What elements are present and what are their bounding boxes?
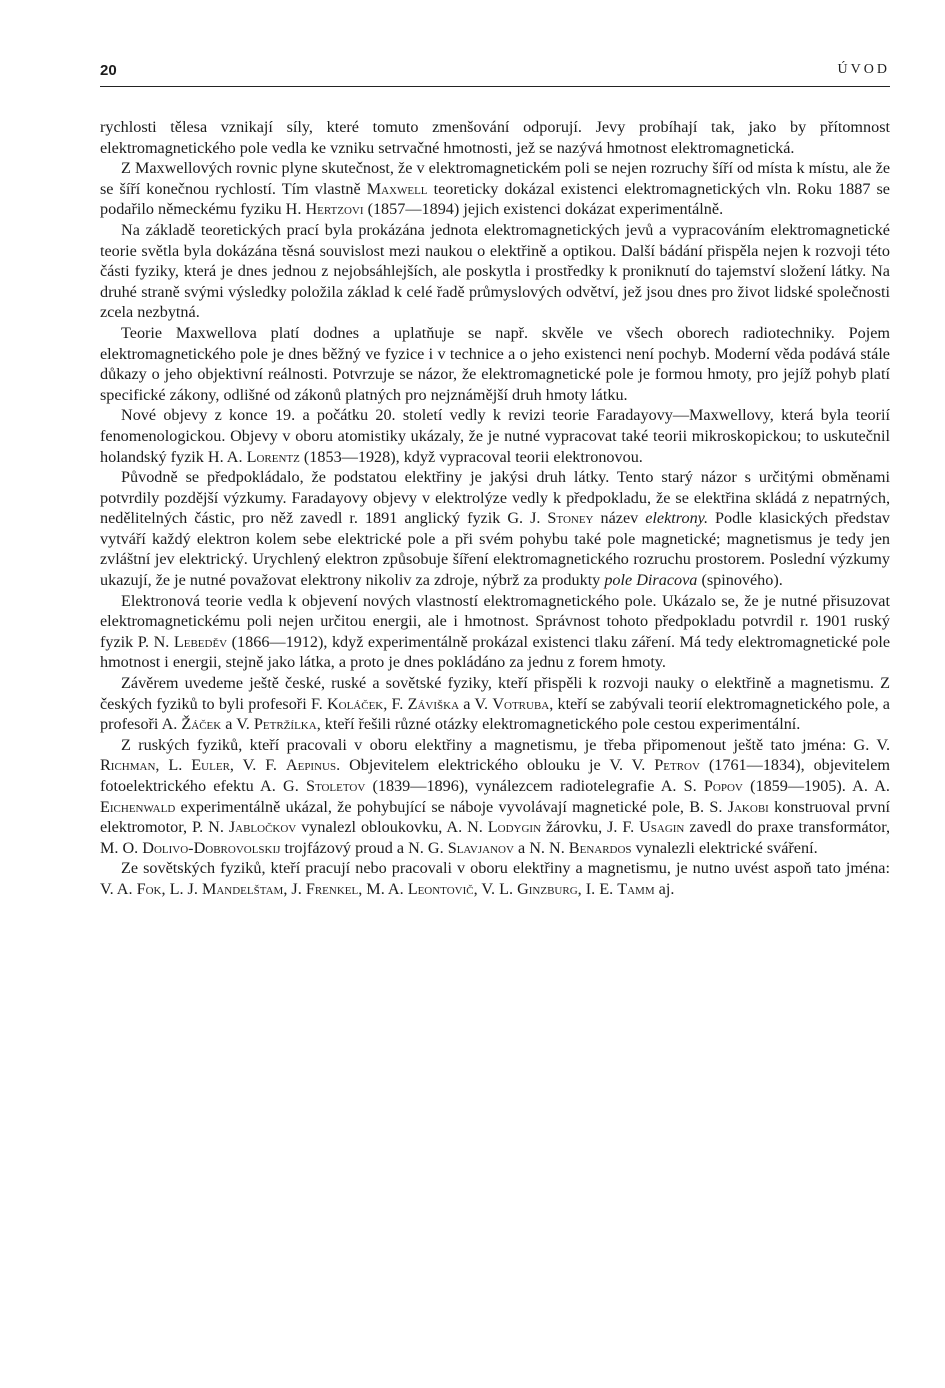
person-name: Stoney (547, 509, 594, 528)
text-run: , J. (283, 879, 306, 898)
person-name: Euler (191, 756, 230, 775)
text-run: Na základě teoretických prací byla prokázána jednota elektromagnetických jevů a vypracováním elektromagnetické teorie světla byla dokázána těsná souvislost mezi naukou o elektřině a optikou. Další bádání přispěla nejen k rozvoji této části fyziky, která je dnes jednou z nejobsáhlejších, ale poskytla i prostředky k proniknutí do tajemství složení látky. Na druhé straně svými výsledky položila základ k celé řadě průmyslových odvětví, jež jsou dnes pro život lidské společnosti zcela nezbytná. (100, 220, 890, 322)
text-run: , F. (383, 694, 408, 713)
text-run: , V. F. (229, 756, 286, 775)
text-run: a V. (221, 715, 254, 734)
paragraph (100, 117, 890, 158)
text-run: žárovku, J. F. (541, 818, 640, 837)
paragraph (100, 735, 890, 859)
person-name: Koláček (326, 694, 384, 713)
paragraph (100, 673, 890, 735)
person-name: Popov (703, 777, 743, 795)
person-name: Žáček (181, 715, 222, 734)
person-name: Mandelštam (201, 879, 284, 898)
text-run: , M. A. (358, 879, 408, 898)
page-header (100, 62, 890, 87)
text-run: konstruoval první elektromotor, P. N. (100, 797, 890, 837)
text-run: , I. E. (577, 879, 618, 898)
person-name: Usagin (639, 818, 685, 837)
text-run: název (593, 509, 646, 528)
text-run: Z Maxwellových rovnic plyne skutečnost, že v elektromagnetickém poli se nejen rozruchy šíří od místa k místu, ale že se šíří konečnou rychlostí. Tím vlastně (100, 159, 890, 198)
text-run: (1839—1896), vynálezcem radiotelegrafie A. S. (365, 777, 704, 795)
person-name: Lebeděv (173, 632, 228, 651)
person-name: Aepinus (285, 756, 337, 775)
text-run: a V. (459, 694, 493, 713)
paragraph (100, 220, 890, 323)
text-run: (1853—1928), když vypracoval teorii elektronovou. (299, 447, 643, 466)
text-run: , V. L. (473, 879, 518, 898)
text-run: , L. (155, 756, 192, 775)
text-run: Ze sovětských fyziků, kteří pracují nebo pracovali v oboru elektřiny a magnetismu, je nutno uvést aspoň tato jména: V. A. (100, 859, 890, 898)
paragraph (100, 858, 890, 899)
person-name: Leontovič (407, 879, 474, 898)
running-head: ÚVOD (837, 62, 890, 77)
text-run: teoreticky dokázal existenci elektromagnetických vln. Roku 1887 se podařilo německému fyziku H. (100, 179, 890, 219)
text-run: Závěrem uvedeme ještě české, ruské a sovětské fyziky, kteří přispěli k rozvoji nauky o elektřině a magnetismu. Z českých fyziků to byli profesoři F. (100, 674, 890, 713)
text-run: Teorie Maxwellova platí dodnes a uplatňuje se např. skvěle ve všech oborech radiotechniky. Pojem elektromagnetického pole je dnes běžný ve fyzice i v technice a o jeho existenci není pochyb. Moderní věda podává stále důkazy o jeho objektivní reálnosti. Potvrzuje se názor, že elektromagnetické pole je formou hmoty, pro jejíž pohyb platí specifické zákony, odlišné od zákonů platných pro nejznámější druh hmoty látku. (100, 323, 890, 404)
text-run: Elektronová teorie vedla k objevení nových vlastností elektromagnetického pole. Ukázalo se, že je nutné přisuzovat elektromagnetickému poli nejen určitou energii, ale i hmotnost. Správnost tohoto předpokladu potvrdil r. 1901 ruský fyzik P. N. (100, 591, 890, 651)
text-run: aj. (654, 879, 675, 898)
text-run: Nové objevy z konce 19. a počátku 20. století vedly k revizi teorie Faradayovy—Maxwellovy, která byla teorií fenomenologickou. Objevy v oboru atomistiky ukázaly, že je nutné vypracovat také teorii mikroskopickou; to uskutečnil holandský fyzik H. A. (100, 406, 890, 466)
person-name: Benardos (568, 838, 632, 857)
person-name: Hertzovi (305, 200, 364, 219)
paragraph (100, 591, 890, 673)
paragraph (100, 405, 890, 467)
body-text (100, 117, 890, 900)
person-name: Dolivo-Dobrovolskij (142, 838, 281, 857)
person-name: Záviška (407, 694, 460, 713)
text-run: experimentálně ukázal, že pohybující se náboje vyvolávají magnetické pole, B. S. (175, 797, 728, 816)
person-name: Jakobi (727, 797, 769, 816)
person-name: Stoletov (305, 777, 366, 795)
text-run: , L. J. (161, 879, 202, 898)
text-run: vynalezl obloukovku, A. N. (296, 818, 488, 837)
person-name: Fok (136, 879, 162, 898)
text-run: Původně se předpokládalo, že podstatou elektřiny je jakýsi druh látky. Tento starý názor s určitými obměnami potvrdily pozdější výzkumy. Faradayovy objevy v elektrolýze vedly k předpokladu, že se elektřina skládá z nepatrných, nedělitelných částic, pro něž zavedl r. 1891 anglický fyzik G. J. (100, 468, 890, 528)
person-name: Petrov (654, 756, 700, 775)
person-name: Frenkel (305, 879, 359, 898)
person-name: Lodygin (487, 818, 542, 837)
text-run: (1857—1894) jejich existenci dokázat experimentálně. (363, 200, 724, 219)
paragraph (100, 158, 890, 220)
text-run: (1866—1912), když experimentálně prokázal existenci tlaku záření. Má tedy elektromagnetické pole hmotnost i energii, stejně jako látka, a proto je dnes pokládáno za jednu z forem hmoty. (100, 632, 890, 672)
italic-term: pole Diracova (604, 571, 698, 590)
paragraph (100, 323, 890, 405)
text-run: zavedl do praxe transformátor, M. O. (100, 818, 891, 857)
person-name: Maxwell (366, 179, 428, 198)
text-run: rychlosti tělesa vznikají síly, které tomuto zmenšování odporují. Jevy probíhají tak, jako by přítomnost elektromagnetického pole vedla ke vzniku setrvačné hmotnosti, jež se nazývá hmotnost elektromagnetická. (100, 118, 890, 157)
text-run: vynalezli elektrické sváření. (631, 838, 818, 857)
text-run: , kteří se zabývali teorií elektromagnetického pole, a profesoři A. (100, 694, 890, 734)
person-name: Lorentz (246, 447, 300, 466)
person-name: Votruba (492, 694, 550, 713)
text-run: , kteří řešili různé otázky elektromagnetického pole cestou experimentální. (316, 715, 801, 734)
person-name: Tamm (617, 879, 655, 898)
italic-term: elektrony. (645, 509, 709, 528)
text-run: a N. N. (513, 838, 569, 857)
person-name: Richman (100, 756, 156, 775)
person-name: Ginzburg (517, 879, 578, 898)
text-run: (1859—1905). A. A. (742, 777, 890, 795)
text-run: trojfázový proud a N. G. (280, 838, 448, 857)
person-name: Eichenwald (100, 797, 176, 816)
paragraph (100, 467, 890, 591)
person-name: Jabločkov (228, 818, 297, 837)
text-run: (spinového). (697, 571, 783, 590)
text-run: Z ruských fyziků, kteří pracovali v oboru elektřiny a magnetismu, je třeba připomenout ještě tato jména: G. V. (121, 735, 890, 754)
text-run: . Objevitelem elektrického oblouku je V. V. (336, 756, 655, 775)
person-name: Slavjanov (447, 838, 514, 857)
person-name: Petržílka (253, 715, 317, 734)
text-run: (1761—1834), objevitelem fotoelektrického efektu A. G. (100, 756, 890, 795)
page-number: 20 (100, 62, 117, 79)
text-run: Podle klasických představ vytváří každý elektron kolem sebe elektrické pole a při svém pohybu také pole magnetické; magnetismus je tedy jen zvláštní jev elektrický. Urychlený elektron způsobuje šíření elektromagnetického rozruchu prostorem. Poslední výzkumy ukazují, že je nutné považovat elektrony nikoliv za zdroje, nýbrž za produkty (100, 509, 890, 590)
